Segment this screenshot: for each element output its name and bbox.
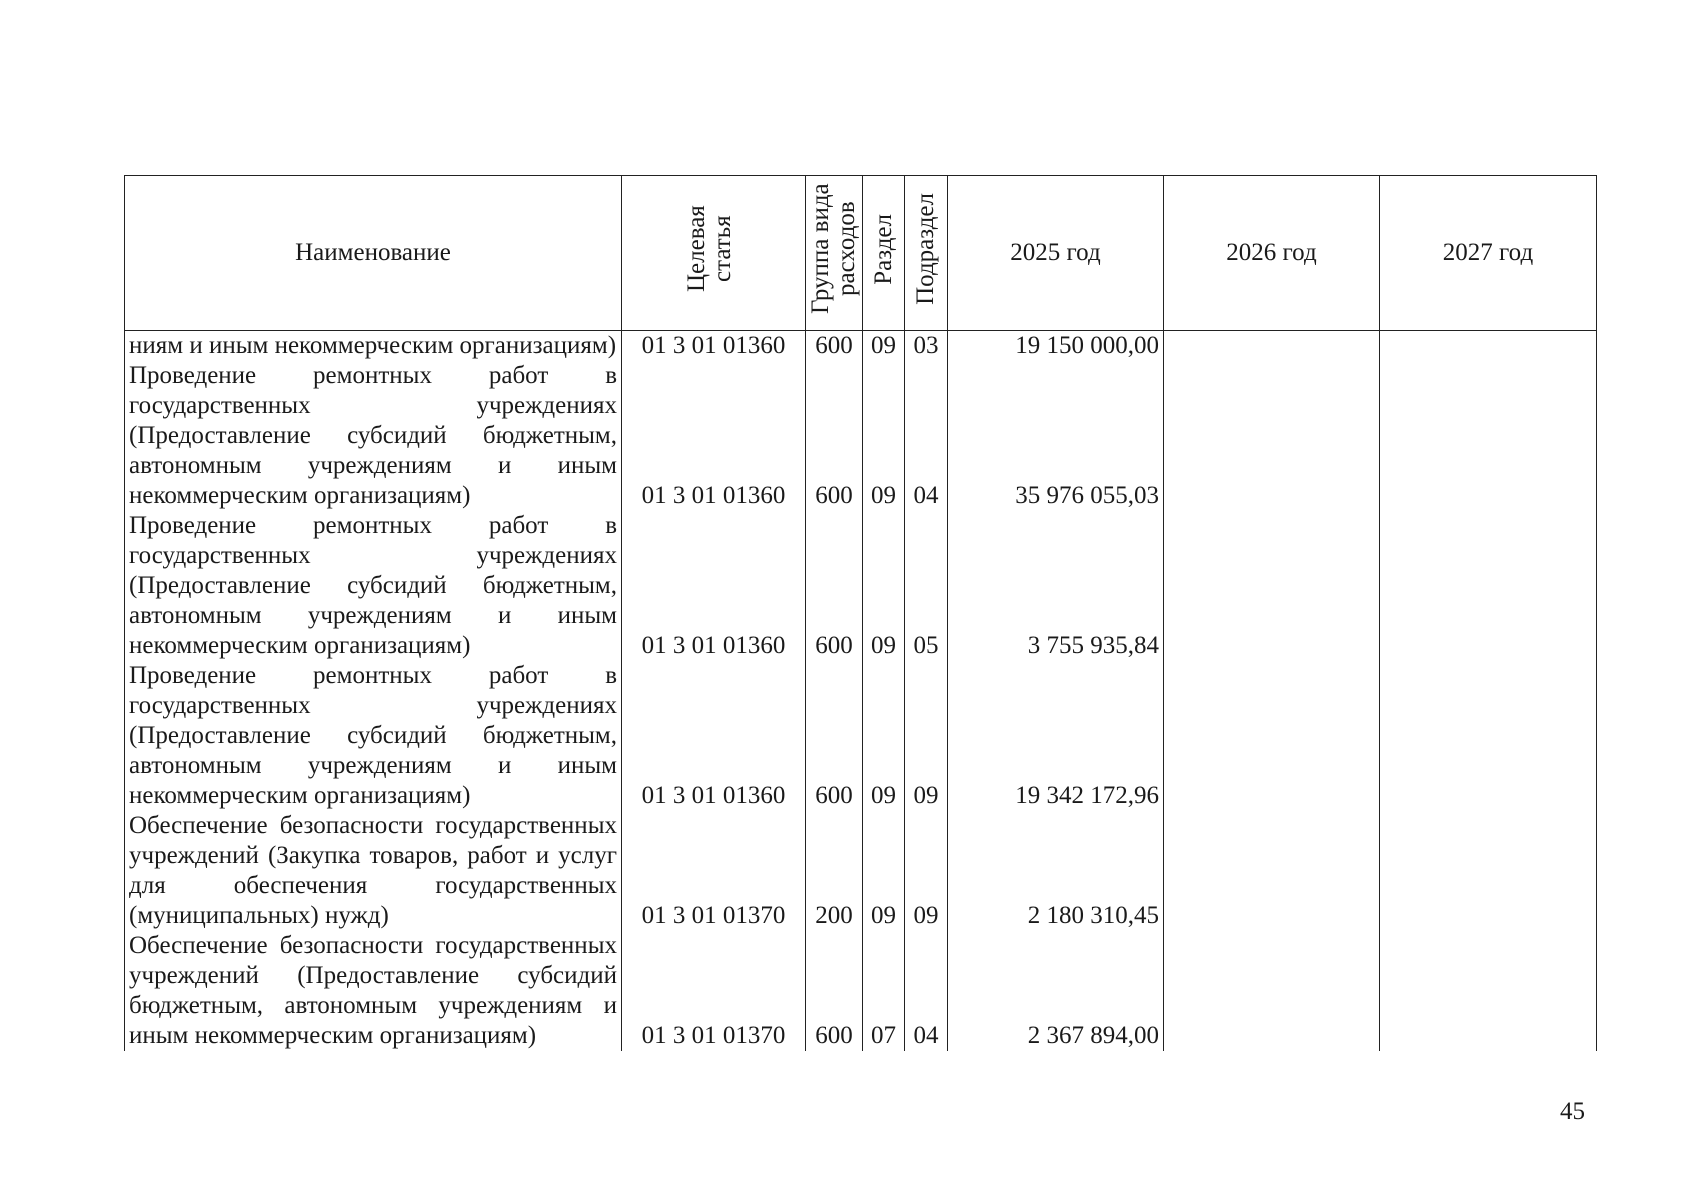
table-row [125, 661, 1597, 811]
row-name: Проведение ремонтных работ в государственных учреждениях (Предоставление субсидий бюджетным, автономным учреждениям и иным некоммерческим организациям) [125, 661, 622, 811]
row-amount-2027 [1380, 931, 1597, 1051]
row-expense-group: 600 [806, 931, 863, 1051]
row-amount-2026 [1164, 331, 1380, 362]
table-row [125, 331, 1597, 362]
header-expense-group-label: Группа вида расходов [807, 183, 860, 315]
row-amount-2025: 35 976 055,03 [948, 361, 1164, 511]
row-amount-2027 [1380, 361, 1597, 511]
row-expense-group: 600 [806, 361, 863, 511]
row-amount-2025: 2 180 310,45 [948, 811, 1164, 931]
row-subsection: 03 [905, 331, 948, 362]
row-name: Обеспечение безопасности государственных учреждений (Предоставление субсидий бюджетным, автономным учреждениям и иным некоммерческим организациям) [125, 931, 622, 1051]
row-amount-2027 [1380, 511, 1597, 661]
row-subsection: 09 [905, 661, 948, 811]
row-amount-2027 [1380, 811, 1597, 931]
row-target-article: 01 3 01 01360 [622, 661, 806, 811]
header-year-2027: 2027 год [1380, 176, 1597, 331]
page-number: 45 [1560, 1098, 1585, 1125]
budget-table [124, 175, 1597, 1051]
row-subsection: 05 [905, 511, 948, 661]
row-section: 07 [863, 931, 905, 1051]
row-amount-2025: 19 150 000,00 [948, 331, 1164, 362]
row-amount-2025: 19 342 172,96 [948, 661, 1164, 811]
header-article [622, 176, 806, 331]
row-target-article: 01 3 01 01370 [622, 931, 806, 1051]
table-body [125, 331, 1597, 1052]
header-subsection [905, 176, 948, 331]
row-target-article: 01 3 01 01360 [622, 511, 806, 661]
header-section-label: Раздел [869, 213, 897, 285]
row-section: 09 [863, 511, 905, 661]
table-row [125, 361, 1597, 511]
header-year-2025: 2025 год [948, 176, 1164, 331]
row-amount-2025: 3 755 935,84 [948, 511, 1164, 661]
row-expense-group: 600 [806, 331, 863, 362]
row-section: 09 [863, 811, 905, 931]
table-row [125, 811, 1597, 931]
row-amount-2026 [1164, 661, 1380, 811]
header-subsection-label: Подраздел [912, 193, 939, 305]
row-amount-2026 [1164, 361, 1380, 511]
row-amount-2026 [1164, 811, 1380, 931]
row-amount-2026 [1164, 511, 1380, 661]
header-article-label: Целевая статья [682, 205, 736, 293]
row-target-article: 01 3 01 01370 [622, 811, 806, 931]
row-expense-group: 600 [806, 661, 863, 811]
row-name: ниям и иным некоммерческим организациям) [125, 331, 622, 362]
table-row [125, 931, 1597, 1051]
row-target-article: 01 3 01 01360 [622, 331, 806, 362]
header-expense-group [806, 176, 863, 331]
row-amount-2025: 2 367 894,00 [948, 931, 1164, 1051]
row-subsection: 04 [905, 931, 948, 1051]
table-row [125, 511, 1597, 661]
row-amount-2027 [1380, 331, 1597, 362]
row-amount-2026 [1164, 931, 1380, 1051]
table-header [125, 176, 1597, 331]
header-name: Наименование [125, 176, 622, 331]
row-expense-group: 600 [806, 511, 863, 661]
row-name: Проведение ремонтных работ в государственных учреждениях (Предоставление субсидий бюджетным, автономным учреждениям и иным некоммерческим организациям) [125, 511, 622, 661]
row-subsection: 09 [905, 811, 948, 931]
row-section: 09 [863, 661, 905, 811]
header-section [863, 176, 905, 331]
row-subsection: 04 [905, 361, 948, 511]
row-name: Проведение ремонтных работ в государственных учреждениях (Предоставление субсидий бюджетным, автономным учреждениям и иным некоммерческим организациям) [125, 361, 622, 511]
row-section: 09 [863, 361, 905, 511]
row-name: Обеспечение безопасности государственных учреждений (Закупка товаров, работ и услуг для обеспечения государственных (муниципальных) нужд) [125, 811, 622, 931]
header-year-2026: 2026 год [1164, 176, 1380, 331]
row-amount-2027 [1380, 661, 1597, 811]
row-section: 09 [863, 331, 905, 362]
row-expense-group: 200 [806, 811, 863, 931]
row-target-article: 01 3 01 01360 [622, 361, 806, 511]
